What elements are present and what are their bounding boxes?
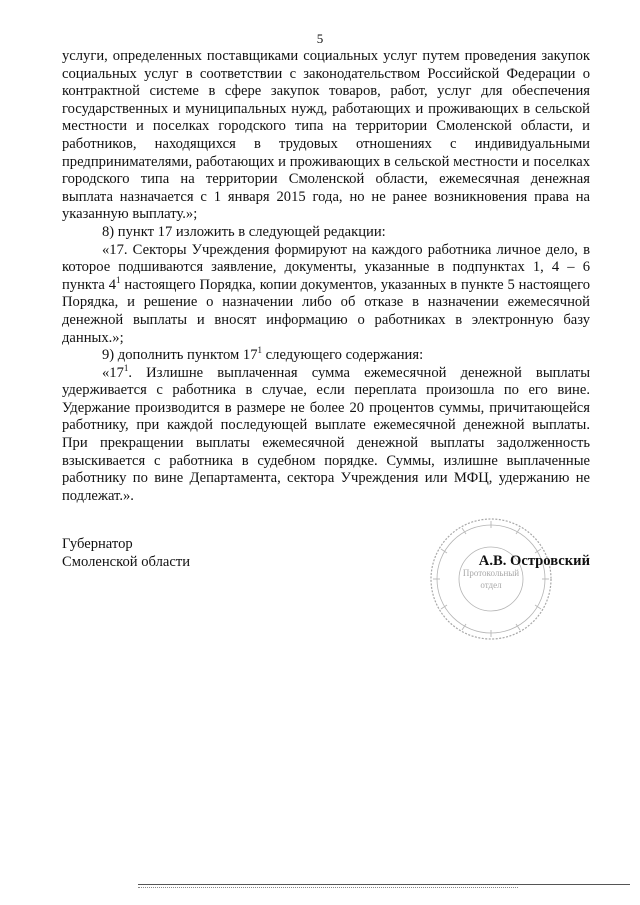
paragraph-point-17 [62, 242, 590, 348]
superscript: 1 [257, 345, 263, 356]
paragraph-item-8: 8) пункт 17 изложить в следующей редакции: [102, 223, 386, 240]
signatory-title [62, 536, 190, 571]
paragraph-text: «17 [102, 364, 124, 381]
paragraph-text: 9) дополнить пунктом 17 [102, 347, 258, 364]
superscript: 1 [116, 274, 121, 285]
paragraph-text: «17. Секторы Учреждения формируют на каждого работника личное дело, в которое подшиваются заявление, документы, указанные в подпунктах 1, 4 – 6 пункта 4 [62, 241, 590, 293]
seal-inner-text-line1: Протокольный [462, 568, 520, 578]
superscript: 1 [123, 362, 129, 373]
page-number: 5 [316, 31, 324, 46]
paragraph-point-17-1 [62, 362, 590, 506]
signatory-title-line1: Губернатор [62, 536, 133, 552]
footer-divider-dotted [138, 887, 518, 888]
paragraph-text: . Излишне выплаченная сумма ежемесячной денежной выплаты удерживается с работника в случае, если переплата произошла по его вине. Удержание производится в размере не более 20 процентов суммы, причитающейся работнику, при каждой последующей выплате ежемесячной денежной выплаты. При прекращении выплаты ежемесячной денежной выплаты задолженность взыскивается с работника в судебном порядке. Суммы, излишне выплаченные работнику по вине Департамента, сектора Учреждения или МФЦ, удержанию не подлежат.». [62, 364, 590, 504]
document-body [62, 48, 590, 505]
seal-inner-text-line2: отдел [480, 580, 502, 590]
paragraph-text: следующего содержания: [262, 347, 424, 364]
paragraph-item-9 [62, 347, 590, 365]
signer-name: А.В. Островский [478, 553, 590, 569]
signatory-title-line2: Смоленской области [62, 553, 191, 570]
footer-divider [138, 884, 630, 885]
paragraph-continuation: услуги, определенных поставщиками социальных услуг путем проведения закупок социальных услуг в соответствии с законодательством Российской Федерации о контрактной системе в сфере закупок товаров, работ, услуг для обеспечения государственных и муниципальных нужд, работающих и проживающих в сельской местности и поселках городского типа на территории Смоленской области, и работников, находящихся в трудовых отношениях с индивидуальными предпринимателями, работающих и проживающих в сельской местности и поселках городского типа на территории Смоленской области, ежемесячная денежная выплата назначается с 1 января 2015 года, но не ранее возникновения права на указанную выплату.»; [62, 48, 590, 223]
paragraph-text: настоящего Порядка, копии документов, указанных в пункте 5 настоящего Порядка, и решение о назначении либо об отказе в назначении ежемесячной денежной выплаты и вносят информацию о работниках в электронную базу данных.»; [62, 276, 590, 346]
official-seal-icon [428, 516, 554, 642]
